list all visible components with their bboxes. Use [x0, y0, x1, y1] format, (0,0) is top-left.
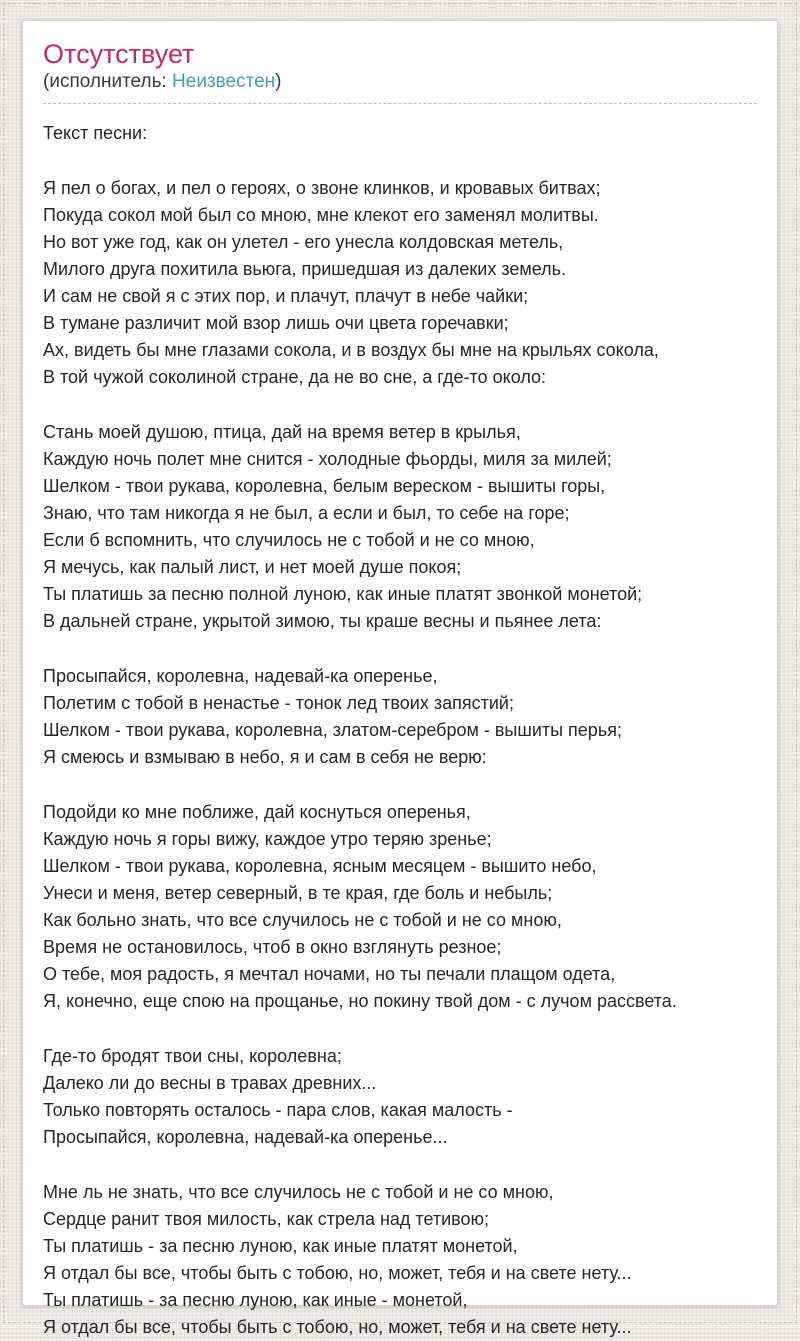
lyrics-line: Я отдал бы все, чтобы быть с тобою, но, может, тебя и на свете нету... — [43, 1317, 632, 1337]
lyrics-line: В тумане различит мой взор лишь очи цвета горечавки; — [43, 313, 509, 333]
lyrics-stanza — [43, 419, 757, 635]
lyrics-card — [22, 20, 778, 1337]
lyrics-line: Каждую ночь я горы вижу, каждое утро теряю зренье; — [43, 829, 492, 849]
lyrics-line: Милого друга похитила вьюга, пришедшая из далеких земель. — [43, 259, 567, 279]
lyrics-line: Сердце ранит твоя милость, как стрела над тетивою; — [43, 1209, 490, 1229]
lyrics-stanza — [43, 1179, 757, 1341]
lyrics-line: Полетим с тобой в ненастье - тонок лед твоих запястий; — [43, 693, 514, 713]
lyrics-line: Я пел о богах, и пел о героях, о звоне клинков, и кровавых битвах; — [43, 178, 601, 198]
lyrics-line: Покуда сокол мой был со мною, мне клекот его заменял молитвы. — [43, 205, 599, 225]
lyrics-line: Ты платишь - за песню луною, как иные - монетой, — [43, 1290, 468, 1310]
artist-line — [43, 70, 757, 104]
lyrics-line: Шелком - твои рукава, королевна, ясным месяцем - вышито небо, — [43, 856, 597, 876]
lyrics-line: Просыпайся, королевна, надевай-ка оперенье, — [43, 666, 438, 686]
artist-label-prefix: (исполнитель: — [43, 71, 173, 92]
lyrics-line: Стань моей душою, птица, дай на время ветер в крылья, — [43, 422, 521, 442]
lyrics-line: Я отдал бы все, чтобы быть с тобою, но, может, тебя и на свете нету... — [43, 1263, 632, 1283]
lyrics-line: Просыпайся, королевна, надевай-ка оперенье... — [43, 1127, 448, 1147]
lyrics-line: Время не остановилось, чтоб в окно взглянуть резное; — [43, 937, 502, 957]
lyrics-line: Ах, видеть бы мне глазами сокола, и в воздух бы мне на крыльях сокола, — [43, 340, 659, 360]
lyrics-line: Если б вспомнить, что случилось не с тобой и не со мною, — [43, 530, 535, 550]
song-title: Отсутствует — [43, 39, 195, 69]
lyrics-line: Унеси и меня, ветер северный, в те края, где боль и небыль; — [43, 883, 553, 903]
lyrics-line: И сам не свой я с этих пор, и плачут, плачут в небе чайки; — [43, 286, 529, 306]
lyrics-line: Я, конечно, еще спою на прощанье, но покину твой дом - с лучом рассвета. — [43, 991, 677, 1011]
artist-link[interactable]: Неизвестен — [172, 71, 276, 92]
lyrics-stanza — [43, 799, 757, 1015]
lyrics-stanza — [43, 1043, 757, 1151]
artist-label-suffix: ) — [275, 71, 282, 92]
lyrics-line: Подойди ко мне поближе, дай коснуться оперенья, — [43, 802, 471, 822]
lyrics-line: В дальней стране, укрытой зимою, ты краше весны и пьянее лета: — [43, 611, 602, 631]
lyrics-line: Где-то бродят твои сны, королевна; — [43, 1046, 342, 1066]
lyrics-line: Далеко ли до весны в травах древних... — [43, 1073, 377, 1093]
lyrics-line: Ты платишь за песню полной луною, как иные платят звонкой монетой; — [43, 584, 643, 604]
lyrics-stanza — [43, 175, 757, 391]
lyrics-body — [43, 175, 757, 1341]
lyrics-line: Ты платишь - за песню луною, как иные платят монетой, — [43, 1236, 518, 1256]
lyrics-line: Мне ль не знать, что все случилось не с тобой и не со мною, — [43, 1182, 554, 1202]
lyrics-line: Но вот уже год, как он улетел - его унесла колдовская метель, — [43, 232, 564, 252]
lyrics-line: Знаю, что там никогда я не был, а если и был, то себе на горе; — [43, 503, 570, 523]
lyrics-line: Я смеюсь и взмываю в небо, я и сам в себя не верю: — [43, 747, 487, 767]
lyrics-line: Как больно знать, что все случилось не с тобой и не со мною, — [43, 910, 562, 930]
lyrics-line: О тебе, моя радость, я мечтал ночами, но ты печали плащом одета, — [43, 964, 616, 984]
lyrics-line: Я мечусь, как палый лист, и нет моей душе покоя; — [43, 557, 462, 577]
lyrics-line: В той чужой соколиной стране, да не во сне, а где-то около: — [43, 367, 547, 387]
lyrics-line: Шелком - твои рукава, королевна, белым вереском - вышиты горы, — [43, 476, 606, 496]
lyrics-stanza — [43, 663, 757, 771]
lyrics-line: Каждую ночь полет мне снится - холодные фьорды, миля за милей; — [43, 449, 612, 469]
lyrics-line: Шелком - твои рукава, королевна, златом-серебром - вышиты перья; — [43, 720, 622, 740]
lyrics-line: Только повторять осталось - пара слов, какая малость - — [43, 1100, 513, 1120]
lyrics-heading: Текст песни: — [43, 123, 148, 143]
